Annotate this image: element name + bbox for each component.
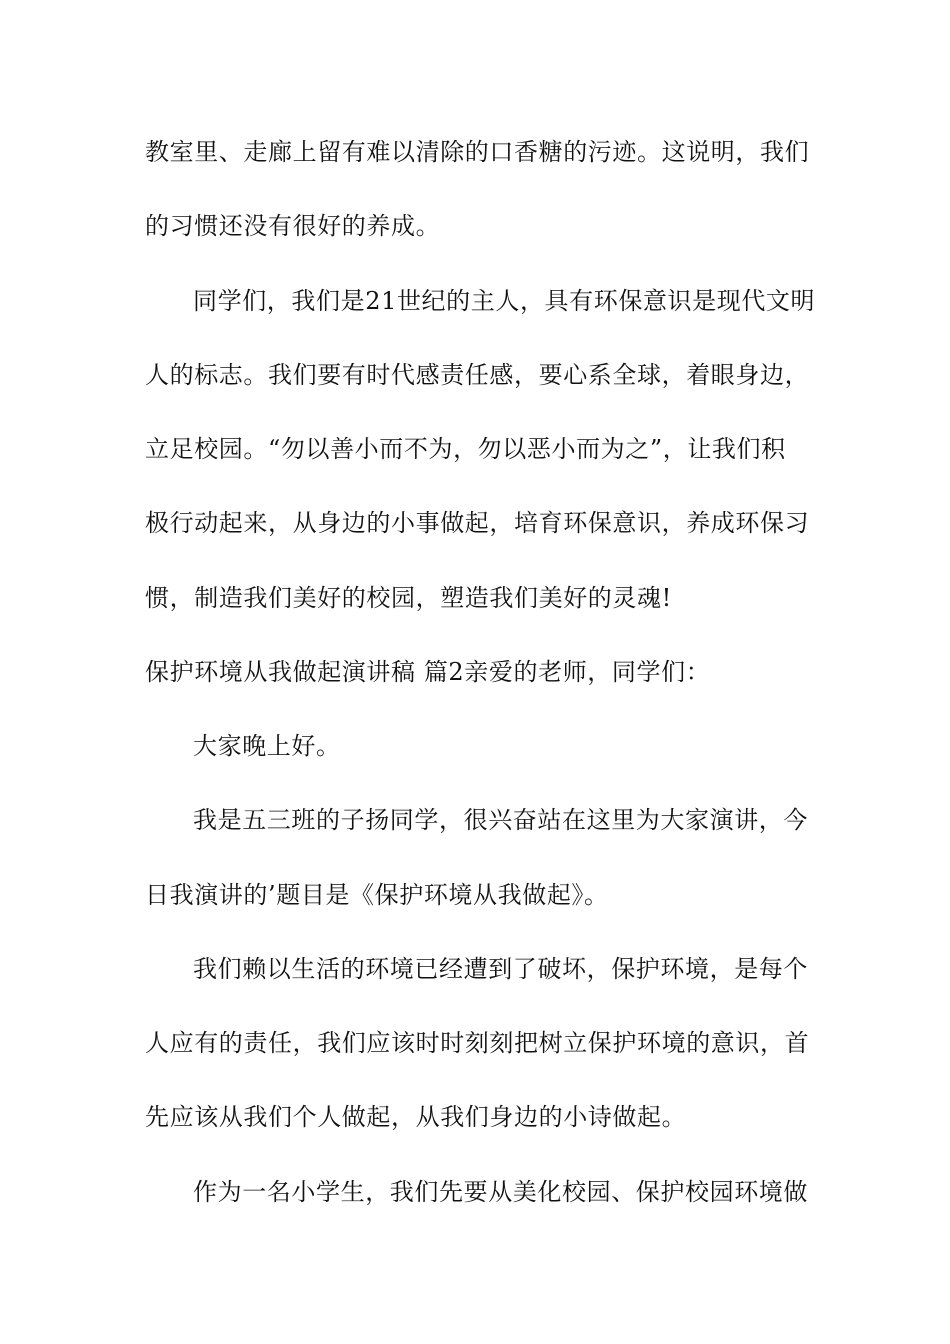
- paragraph-first-line: 作为一名小学生，我们先要从美化校园、保护校园环境做: [193, 1178, 808, 1206]
- paragraph-first-line: 我是五三班的子扬同学，很兴奋站在这里为大家演讲，今: [193, 806, 808, 834]
- text-line: 立足校园。“勿以善小而不为，勿以恶小而为之”，让我们积: [145, 435, 786, 463]
- paragraph-first-line: 同学们，我们是21世纪的主人，具有环保意识是现代文明: [193, 287, 816, 315]
- paragraph-first-line: 我们赖以生活的环境已经遭到了破坏，保护环境，是每个: [193, 955, 808, 983]
- greeting-line: 大家晚上好。: [193, 732, 341, 760]
- text-line: 惯，制造我们美好的校园，塑造我们美好的灵魂!: [145, 584, 672, 612]
- text-line: 极行动起来，从身边的小事做起，培育环保意识，养成环保习: [145, 509, 810, 537]
- text-line: 日我演讲的’题目是《保护环境从我做起》。: [145, 881, 609, 909]
- section-heading-line: 保护环境从我做起演讲稿 篇2亲爱的老师，同学们：: [145, 658, 711, 686]
- text-line: 人应有的责任，我们应该时时刻刻把树立保护环境的意识，首: [145, 1029, 810, 1057]
- text-line: 教室里、走廊上留有难以清除的口香糖的污迹。这说明，我们: [145, 138, 810, 166]
- text-line: 的习惯还没有很好的养成。: [145, 212, 441, 240]
- text-line: 人的标志。我们要有时代感责任感，要心系全球，着眼身边，: [145, 361, 810, 389]
- text-line: 先应该从我们个人做起，从我们身边的小诗做起。: [145, 1103, 687, 1131]
